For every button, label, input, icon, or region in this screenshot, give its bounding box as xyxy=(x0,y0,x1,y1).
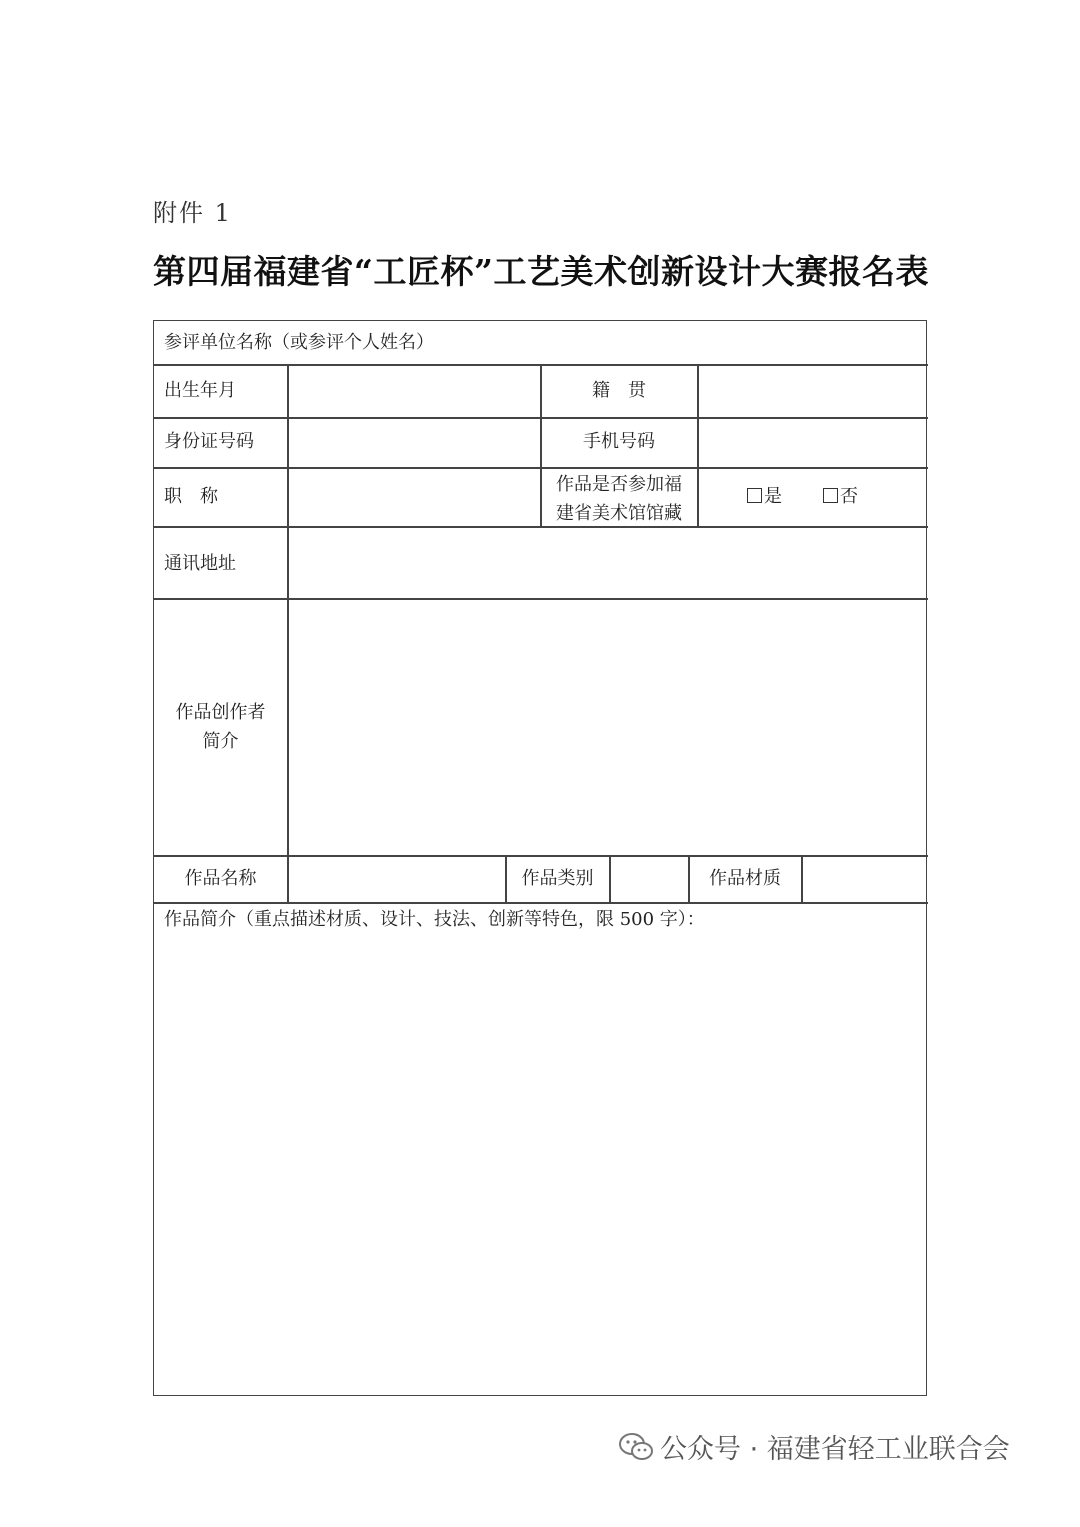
attachment-label: 附件 1 xyxy=(153,199,232,227)
job-title-field[interactable] xyxy=(288,468,540,526)
phone-label: 手机号码 xyxy=(583,431,655,452)
wechat-icon xyxy=(618,1431,654,1463)
native-place-label: 籍 贯 xyxy=(592,380,646,401)
birth-label: 出生年月 xyxy=(164,380,236,401)
work-intro-field[interactable] xyxy=(155,936,927,1394)
address-label: 通讯地址 xyxy=(164,553,236,574)
collection-question-line2: 建省美术馆馆藏 xyxy=(556,503,682,524)
address-field[interactable] xyxy=(288,527,928,598)
id-label: 身份证号码 xyxy=(164,431,254,452)
entity-name-label: 参评单位名称（或参评个人姓名） xyxy=(164,332,434,353)
option-no[interactable] xyxy=(823,482,858,512)
id-field[interactable] xyxy=(288,418,540,467)
work-category-label: 作品类别 xyxy=(521,868,594,889)
checkbox-icon[interactable] xyxy=(823,488,838,503)
checkbox-icon[interactable] xyxy=(747,488,762,503)
option-yes-label: 是 xyxy=(764,486,782,507)
birth-field[interactable] xyxy=(288,365,540,417)
footer-watermark xyxy=(618,1427,1010,1466)
native-place-field[interactable] xyxy=(698,365,928,417)
registration-form xyxy=(153,320,927,1396)
footer-text: 公众号 · 福建省轻工业联合会 xyxy=(660,1434,1010,1465)
page-title: 第四届福建省“工匠杯”工艺美术创新设计大赛报名表 xyxy=(153,252,929,291)
creator-intro-label-line1: 作品创作者 xyxy=(175,702,266,723)
creator-intro-field[interactable] xyxy=(288,599,928,855)
option-no-label: 否 xyxy=(840,486,858,507)
work-material-label: 作品材质 xyxy=(709,868,781,889)
creator-intro-label-line2: 简介 xyxy=(202,731,239,752)
work-name-field[interactable] xyxy=(288,856,505,902)
work-material-field[interactable] xyxy=(802,856,928,902)
job-title-label: 职 称 xyxy=(164,486,218,507)
phone-field[interactable] xyxy=(698,418,928,467)
work-category-field[interactable] xyxy=(610,856,688,902)
option-yes[interactable] xyxy=(747,482,782,512)
row-divider xyxy=(154,902,928,904)
collection-question-line1: 作品是否参加福 xyxy=(556,474,682,495)
work-name-label: 作品名称 xyxy=(184,868,257,889)
work-intro-label: 作品简介（重点描述材质、设计、技法、创新等特色，限 500 字）： xyxy=(164,909,705,930)
